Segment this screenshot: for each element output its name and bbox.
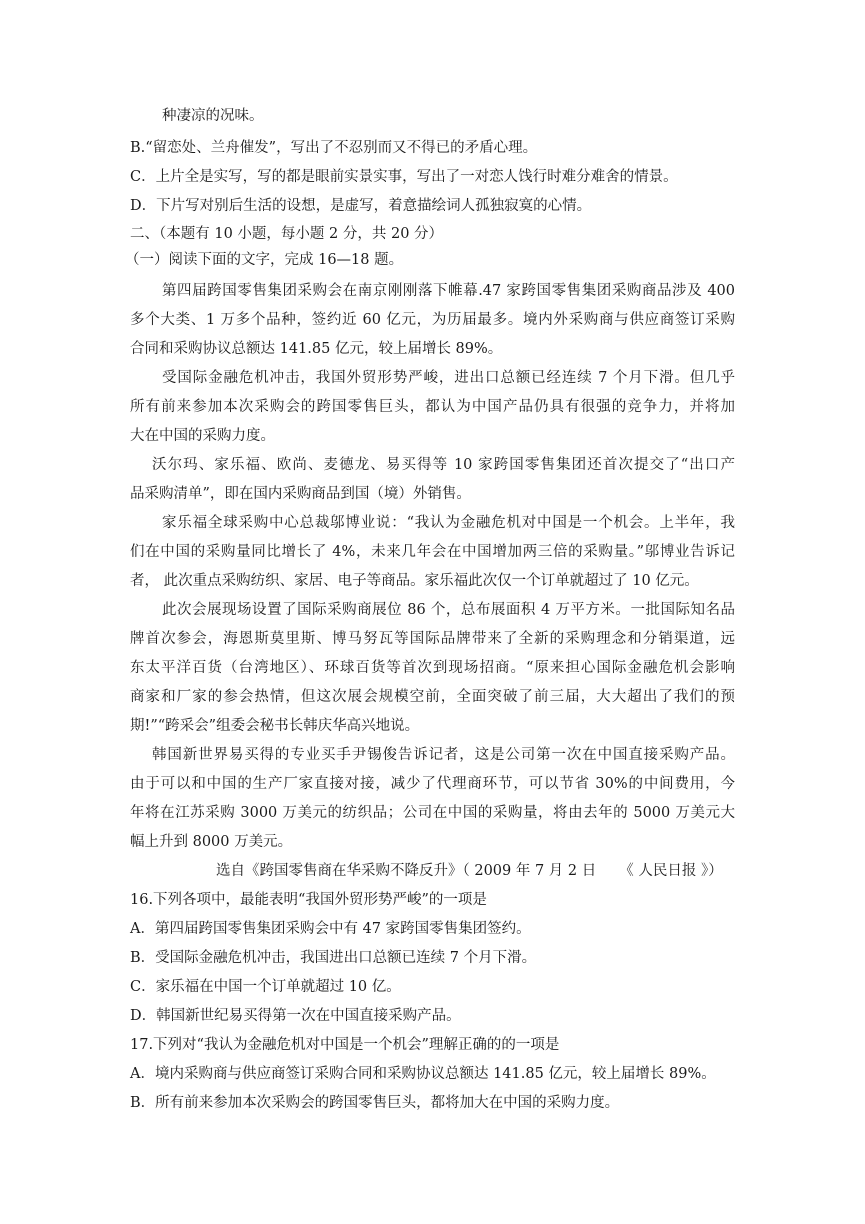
passage-p2-line1: 受国际金融危机冲击，我国外贸形势严峻，进出口总额已经连续 7 个月下滑。但几乎 — [162, 370, 735, 386]
passage-p6-line3: 年将在江苏采购 3000 万美元的纺织品；公司在中国的采购量，将由去年的 5000 万美元大 — [130, 805, 735, 821]
q16-option-d: D．韩国新世纪易买得第一次在中国直接采购产品。 — [130, 1008, 461, 1024]
passage-p2-line2: 所有前来参加本次采购会的跨国零售巨头，都认为中国产品仍具有很强的竞争力，并将加 — [130, 399, 735, 415]
q17-option-a: A．境内采购商与供应商签订采购合同和采购协议总额达 141.85 亿元，较上届增长 89%。 — [130, 1066, 716, 1082]
passage-p4-line2: 们在中国的采购量同比增长了 4%，未来几年会在中国增加两三倍的采购量。”邬博业告诉记 — [130, 544, 735, 560]
prev-option-d: D．下片写对别后生活的设想，是虚写，着意描绘词人孤独寂寞的心情。 — [130, 198, 592, 214]
passage-p6-line1: 韩国新世界易买得的专业买手尹锡俊告诉记者，这是公司第一次在中国直接采购产品。 — [152, 747, 735, 763]
passage-p1-line1: 第四届跨国零售集团采购会在南京刚刚落下帷幕.47 家跨国零售集团采购商品涉及 400 — [162, 283, 735, 299]
prev-option-b: B.“留恋处、兰舟催发”，写出了不忍别而又不得已的矛盾心理。 — [130, 140, 538, 156]
passage-p4-line1: 家乐福全球采购中心总裁邬博业说：“我认为金融危机对中国是一个机会。上半年，我 — [162, 515, 735, 531]
passage-p5-line4: 商家和厂家的参会热情，但这次展会规模空前，全面突破了前三届，大大超出了我们的预 — [130, 689, 735, 705]
q16-option-c: C．家乐福在中国一个订单就超过 10 亿。 — [130, 979, 401, 995]
section-heading: 二、（本题有 10 小题，每小题 2 分，共 20 分） — [130, 226, 444, 242]
q16-option-b: B．受国际金融危机冲击，我国进出口总额已连续 7 个月下滑。 — [130, 950, 537, 966]
passage-p1-line2: 多个大类、1 万多个品种，签约近 60 亿元，为历届最多。境内外采购商与供应商签订采购 — [130, 312, 736, 328]
q16-option-a: A．第四届跨国零售集团采购会中有 47 家跨国零售集团签约。 — [130, 921, 531, 937]
passage-p1-line3: 合同和采购协议总额达 141.85 亿元，较上届增长 89%。 — [130, 341, 503, 357]
passage-p2-line3: 大在中国的采购力度。 — [130, 428, 275, 444]
q16-stem: 16.下列各项中，最能表明“我国外贸形势严峻”的一项是 — [130, 892, 487, 908]
passage-p5-line2: 牌首次参会，海恩斯莫里斯、博马努瓦等国际品牌带来了全新的采购理念和分销渠道，远 — [130, 631, 735, 647]
prev-option-a-tail: 种凄凉的况味。 — [162, 108, 264, 124]
passage-p3-line1: 沃尔玛、家乐福、欧尚、麦德龙、易买得等 10 家跨国零售集团还首次提交了“出口产 — [152, 457, 735, 473]
q17-option-b: B．所有前来参加本次采购会的跨国零售巨头，都将加大在中国的采购力度。 — [130, 1095, 620, 1111]
passage-p4-line3: 者， 此次重点采购纺织、家居、电子等商品。家乐福此次仅一个订单就超过了 10 亿元。 — [130, 573, 699, 589]
passage-p5-line5: 期!”“跨采会”组委会秘书长韩庆华高兴地说。 — [130, 718, 420, 734]
passage-p6-line2: 由于可以和中国的生产厂家直接对接，减少了代理商环节，可以节省 30%的中间费用，今 — [130, 776, 735, 792]
q17-stem: 17.下列对“我认为金融危机对中国是一个机会”理解正确的的一项是 — [130, 1037, 560, 1053]
passage-p3-line2: 品采购清单”，即在国内采购商品到国（境）外销售。 — [130, 486, 471, 502]
prev-option-c: C．上片全是实写，写的都是眼前实景实事，写出了一对恋人饯行时难分难舍的情景。 — [130, 169, 678, 185]
passage-p6-line4: 幅上升到 8000 万美元。 — [130, 834, 293, 850]
passage-source: 选自《跨国零售商在华采购不降反升》（ 2009 年 7 月 2 日 《 人民日报 》） — [216, 863, 723, 879]
passage-p5-line1: 此次会展现场设置了国际采购商展位 86 个，总布展面积 4 万平方米。一批国际知名品 — [162, 602, 735, 618]
reading-instruction: （一）阅读下面的文字，完成 16—18 题。 — [125, 252, 404, 268]
passage-p5-line3: 东太平洋百货（台湾地区）、环球百货等首次到现场招商。“原来担心国际金融危机会影响 — [130, 660, 735, 676]
